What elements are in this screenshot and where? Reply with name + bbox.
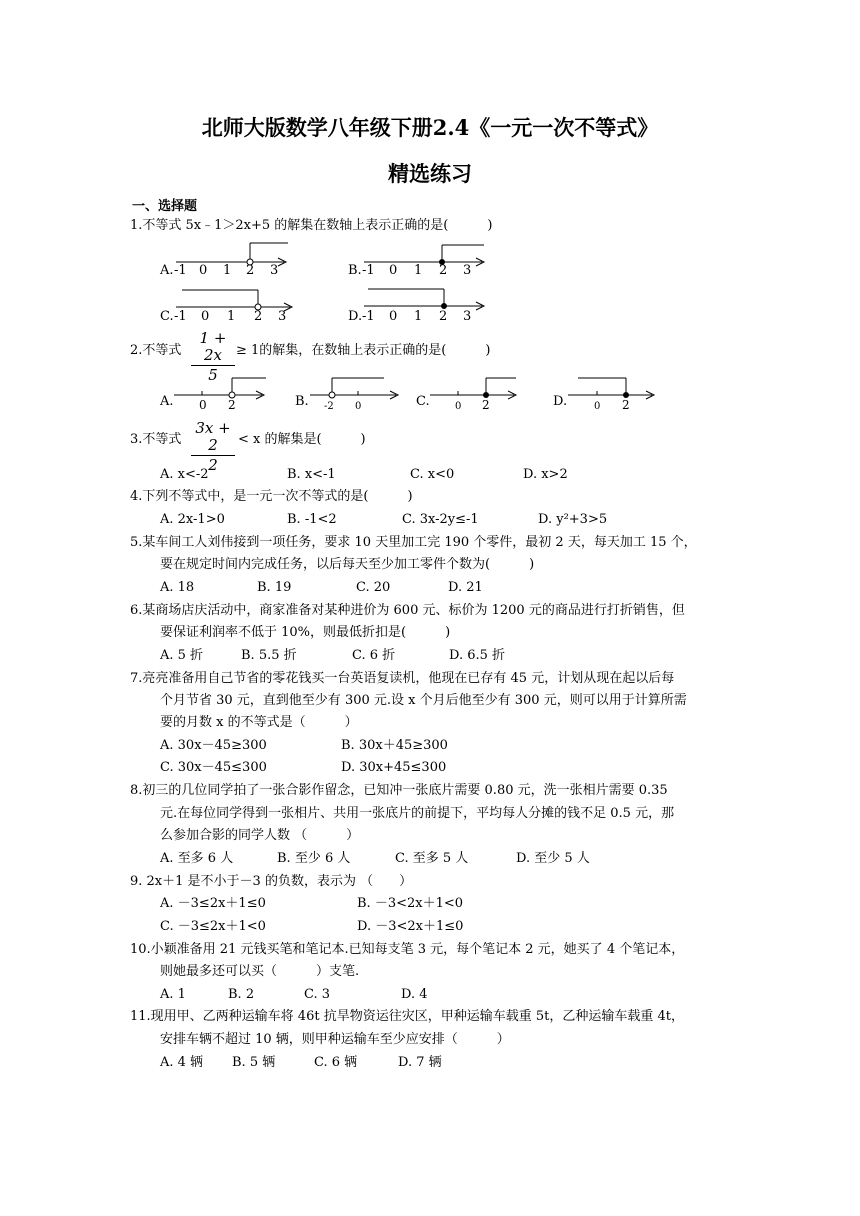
q5-stem-line1: 5.某车间工人刘伟接到一项任务，要求 10 天里加工完 190 个零件，最初 2 天，每天加工 15 个，: [130, 535, 697, 550]
q2-b-number-line: [308, 372, 408, 412]
q1-a-tick-neg1: -1: [174, 263, 187, 278]
q1-c-tick-1: 1: [227, 309, 236, 324]
q8-stem-line1: 8.初三的几位同学拍了一张合影作留念，已知冲一张底片需要 0.80 元，洗一张相片需要 0.35: [130, 783, 668, 798]
q2-d-number-line: [566, 372, 662, 412]
q6-option-c[interactable]: C. 6 折: [352, 648, 396, 663]
q2-c-label: C.: [416, 394, 430, 409]
q1-d-tick-1: 1: [414, 309, 423, 324]
q7-option-a[interactable]: A. 30x－45≥300: [160, 738, 267, 753]
q1-stem: 1.不等式 5x﹣1＞2x+5 的解集在数轴上表示正确的是( ): [130, 218, 493, 233]
q11-option-d[interactable]: D. 7 辆: [398, 1055, 442, 1070]
q1-a-label: A.: [160, 263, 174, 278]
q5-option-a[interactable]: A. 18: [160, 580, 195, 595]
q1-b-label: B.: [348, 263, 362, 278]
q9-option-c[interactable]: C. －3≤2x＋1<0: [160, 919, 266, 934]
q2-stem-post: ≥ 1的解集，在数轴上表示正确的是( ): [236, 343, 491, 358]
q5-option-d[interactable]: D. 21: [448, 580, 483, 595]
q2-c-number-line: [428, 372, 528, 412]
q1-b-tick-3: 3: [463, 263, 472, 278]
q1-a-tick-1: 1: [223, 263, 232, 278]
q11-stem-line1: 11.现用甲、乙两种运输车将 46t 抗旱物资运往灾区，甲种运输车载重 5t，乙种运输车载重 4t，: [130, 1009, 684, 1024]
q6-stem-line2: 要保证利润率不低于 10%，则最低折扣是( ): [160, 625, 451, 640]
q10-option-c[interactable]: C. 3: [304, 987, 331, 1002]
q4-option-a[interactable]: A. 2x-1>0: [160, 512, 225, 527]
tick-0: 0: [594, 401, 601, 412]
q1-a-tick-2: 2: [246, 263, 255, 278]
q7-option-b[interactable]: B. 30x＋45≥300: [341, 738, 448, 753]
q5-stem-line2: 要在规定时间内完成任务，以后每天至少加工零件个数为( ): [160, 557, 535, 572]
q4-option-b[interactable]: B. -1<2: [287, 512, 337, 527]
q6-option-a[interactable]: A. 5 折: [160, 648, 204, 663]
q9-option-a[interactable]: A. －3≤2x＋1≤0: [160, 896, 266, 911]
q1-d-tick-0: 0: [389, 309, 398, 324]
q8-option-c[interactable]: C. 至多 5 人: [395, 851, 469, 866]
q8-stem-line2: 元.在每位同学得到一张相片、共用一张底片的前提下，平均每人分摊的钱不足 0.5 元，那: [160, 806, 675, 821]
q11-option-b[interactable]: B. 5 辆: [232, 1055, 276, 1070]
q3-option-a[interactable]: A. x<-2: [160, 467, 209, 482]
q8-option-b[interactable]: B. 至少 6 人: [277, 851, 351, 866]
q1-c-tick-3: 3: [278, 309, 287, 324]
q2-stem-pre: 2.不等式: [130, 343, 182, 358]
q6-option-b[interactable]: B. 5.5 折: [241, 648, 297, 663]
q1-d-tick-2: 2: [439, 309, 448, 324]
q3-option-c[interactable]: C. x<0: [410, 467, 455, 482]
tick-neg2: -2: [324, 401, 334, 412]
q10-option-b[interactable]: B. 2: [228, 987, 255, 1002]
q1-b-tick-0: 0: [389, 263, 398, 278]
page-subtitle: 精选练习: [388, 161, 472, 186]
q3-option-b[interactable]: B. x<-1: [287, 467, 336, 482]
q9-option-d[interactable]: D. －3<2x＋1≤0: [357, 919, 464, 934]
q6-stem-line1: 6.某商场店庆活动中，商家准备对某种进价为 600 元、标价为 1200 元的商品进行打折销售，但: [130, 603, 685, 618]
q8-option-a[interactable]: A. 至多 6 人: [160, 851, 234, 866]
q1-d-tick-3: 3: [463, 309, 472, 324]
q10-stem-line1: 10.小颖准备用 21 元钱买笔和笔记本.已知每支笔 3 元，每个笔记本 2 元，她买了 4 个笔记本，: [130, 942, 685, 957]
tick-2: 2: [482, 398, 490, 412]
q11-stem-line2: 安排车辆不超过 10 辆，则甲种运输车至少应安排（ ）: [160, 1032, 510, 1047]
q8-stem-line3: 么参加合影的同学人数 （ ）: [160, 828, 360, 843]
q7-stem-line2: 个月节省 30 元，直到他至少有 300 元.设 x 个月后他至少有 300 元，则可以用于计算所需: [160, 693, 687, 708]
q10-stem-line2: 则她最多还可以买（ ）支笔.: [160, 964, 360, 979]
tick-2: 2: [228, 398, 236, 412]
q3-denominator: 2: [208, 456, 218, 474]
q1-b-tick-neg1: -1: [362, 263, 375, 278]
tick-2: 2: [622, 398, 630, 412]
q2-a-number-line: [172, 372, 272, 412]
q2-numerator: 1 + 2x: [199, 329, 227, 364]
q7-stem-line3: 要的月数 x 的不等式是（ ）: [160, 715, 358, 730]
q1-d-label: D.: [348, 309, 363, 324]
q1-c-tick-0: 0: [201, 309, 210, 324]
q5-option-c[interactable]: C. 20: [356, 580, 391, 595]
q1-c-tick-2: 2: [254, 309, 263, 324]
q2-denominator: 5: [208, 366, 218, 384]
q10-option-a[interactable]: A. 1: [160, 987, 186, 1002]
q1-b-tick-1: 1: [414, 263, 423, 278]
q11-option-c[interactable]: C. 6 辆: [314, 1055, 358, 1070]
q1-a-tick-3: 3: [270, 263, 279, 278]
q10-option-d[interactable]: D. 4: [401, 987, 428, 1002]
q6-option-d[interactable]: D. 6.5 折: [449, 648, 506, 663]
q1-b-tick-2: 2: [439, 263, 448, 278]
q8-option-d[interactable]: D. 至少 5 人: [516, 851, 590, 866]
q11-option-a[interactable]: A. 4 辆: [160, 1055, 204, 1070]
q4-option-c[interactable]: C. 3x-2y≤-1: [402, 512, 479, 527]
q3-option-d[interactable]: D. x>2: [523, 467, 568, 482]
q7-stem-line1: 7.亮亮准备用自己节省的零花钱买一台英语复读机，他现在已存有 45 元，计划从现在起以后每: [130, 671, 675, 686]
q9-option-b[interactable]: B. －3<2x＋1<0: [357, 896, 464, 911]
q1-d-tick-neg1: -1: [362, 309, 375, 324]
section-heading: 一、选择题: [132, 199, 198, 214]
q4-stem: 4.下列不等式中，是一元一次不等式的是( ): [130, 489, 413, 504]
tick-0: 0: [455, 401, 462, 412]
q4-option-d[interactable]: D. y²+3>5: [538, 512, 608, 527]
q2-d-label: D.: [553, 394, 568, 409]
q3-stem-post: < x 的解集是( ): [238, 432, 366, 447]
q7-option-c[interactable]: C. 30x－45≤300: [160, 760, 267, 775]
q1-c-tick-neg1: -1: [174, 309, 187, 324]
q1-c-label: C.: [160, 309, 174, 324]
q5-option-b[interactable]: B. 19: [257, 580, 292, 595]
q1-a-tick-0: 0: [199, 263, 208, 278]
q2-a-label: A.: [160, 394, 174, 409]
page-title: 北师大版数学八年级下册2.4《一元一次不等式》: [201, 115, 659, 140]
q3-stem-pre: 3.不等式: [130, 432, 182, 447]
q7-option-d[interactable]: D. 30x+45≤300: [341, 760, 447, 775]
tick-0: 0: [199, 398, 207, 412]
q2-b-label: B.: [295, 394, 309, 409]
q3-numerator: 3x + 2: [195, 419, 231, 454]
q9-stem: 9. 2x＋1 是不小于－3 的负数，表示为 （ ）: [130, 874, 413, 889]
tick-0: 0: [355, 401, 362, 412]
